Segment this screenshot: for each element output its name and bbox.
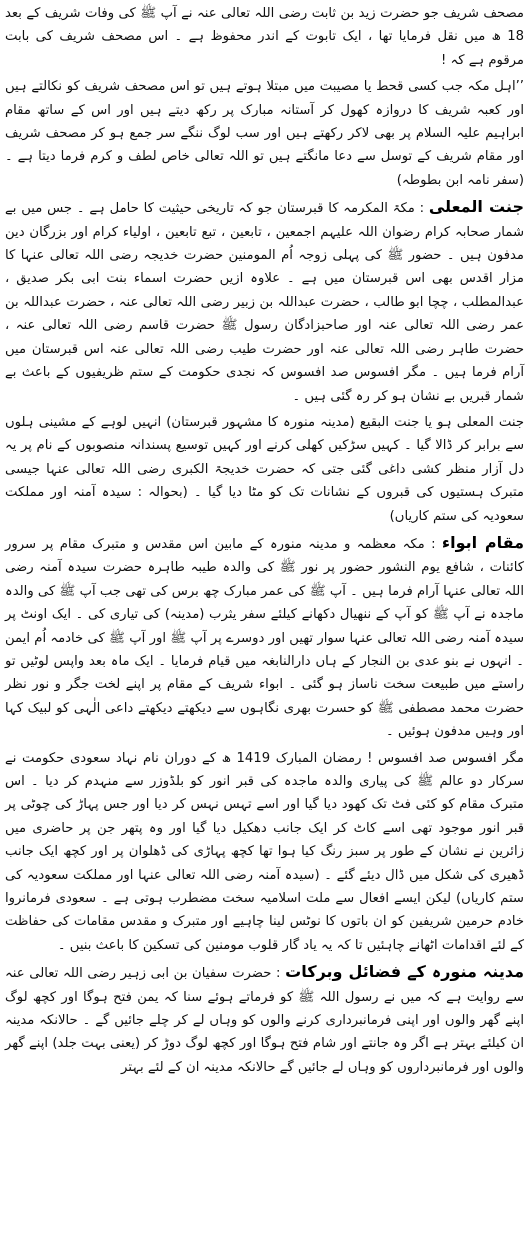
paragraph-jannat-al-baqi: [5, 411, 524, 528]
section-jannat-al-mualla: [5, 195, 524, 408]
paragraph-text: مگر افسوس صد افسوس ! رمضان المبارک 1419 ھ کے دوران نام نہاد سعودی حکومت نے سرکار دو عالم ﷺ کی پیاری والدہ ماجدہ کی قبر انور کو بلڈوزر سے منہدم کر دیا ۔ اس متبرک مقام کو کئی فٹ تک کھود دیا گیا اور اسے تہس نہس کر دیا اور جس پہاڑ کی چوٹی پر قبر انور موجود تھی اسے کاٹ کر ایک جانب دھکیل دیا گیا اور وہ پتھر جن پر حاضری میں زائرین نے نشان کے طور پر سبز رنگ کیا ہوا تھا کچھ پہاڑی کی ڈھلوان پر اور کچھ ایک جانب ڈھیری کی شکل میں ڈال دیئے گئے ۔ (سیدہ آمنہ رضی اللہ تعالی عنہا اور مملکت سعودیہ کی ستم کاریاں) لیکن ایسے افعال سے ملت اسلامیہ سخت مضطرب ہوتی ہے ۔ سعودی فرمانروا خادم حرمین شریفین کو ان باتوں کا نوٹس لینا چاہیے اور متبرک و مقدس مقامات کی حفاظت کے لئے اقدامات اٹھانے چاہئیں تا کہ یہ یاد گار قلوب مومنین کی تسکین کا باعث بنیں ۔: [5, 750, 524, 953]
paragraph-text: : حضرت سفیان بن ابی زہیر رضی اللہ تعالی عنہ سے روایت ہے کہ میں نے رسول اللہ ﷺ کو فرماتے ہوئے سنا کہ یمن فتح ہوگا اور کچھ لوگ اپنے گھر والوں اور اپنی فرمانبرداری کرنے والوں کو وہاں لے کر چلے جائیں گے ۔ حالانکہ مدینہ ان کیلئے بہتر ہے اگر وہ جانتے اور شام فتح ہوگا اور کچھ لوگ دوڑ کر (یعنی بہت جلد) اپنے گھر والوں اور فرمانبرداروں کو وہاں لے جائیں گے حالانکہ مدینہ ان کے لئے بہتر: [5, 966, 524, 1075]
section-madina-virtues: [5, 960, 524, 1079]
paragraph-mushaf-history: [5, 2, 524, 72]
paragraph-text: ’’اہل مکہ جب کسی قحط یا مصیبت میں مبتلا ہوتے ہیں تو اس مصحف شریف کو نکالتے ہیں اور کعبہ شریف کا دروازہ کھول کر آستانہ مبارک پر رکھ دیتے ہیں اور اس کے ساتھ مقام ابراہیم علیہ السلام پر بھی لاکر رکھتے ہیں اور سب لوگ ننگے سر جمع ہو کر مصحف شریف اور مقام شریف کے توسل سے دعا مانگتے ہیں تو اللہ تعالی خاص لطف و کرم فرما دیتا ہے ۔ (سفر نامہ ابن بطوطہ): [5, 79, 524, 188]
section-heading: مقام ابواء: [441, 532, 525, 552]
section-maqam-abwa: [5, 531, 524, 744]
paragraph-text: : مکہ معظمہ و مدینہ منورہ کے مابین اس مقدس و متبرک مقام پر سرور کائنات ، شافع یوم النشور حضور پر نور ﷺ کی والدہ طیبہ طاہرہ حضرت سیدہ آمنہ رضی اللہ تعالی عنہا آرام فرما ہیں ۔ آپ ﷺ کی عمر مبارک چھ برس کی تھی جب آپ ﷺ کی والدہ ماجدہ نے آپ ﷺ کو آپ کے ننھیال دکھانے کیلئے سفر یثرب (مدینہ) کی تیاری کی ۔ ایک اونٹ پر سیدہ آمنہ رضی اللہ تعالی عنہا سوار تھیں اور دوسرے پر آپ ﷺ اور آپ ﷺ کی خادمہ اُم ایمن ۔ انہوں نے بنو عدی بن النجار کے ہاں دارالنابغہ میں قیام فرمایا ۔ ایک ماہ بعد واپس لوٹیں تو راستے میں طبیعت سخت ناساز ہو گئی ۔ ابواء شریف کے مقام پر اپنے لخت جگر و نور نظر حضرت محمد مصطفی ﷺ کو حسرت بھری نگاہوں سے دیکھتے دیکھتے داعی الٰہی کو لبیک کہا اور وہیں مدفون ہوئیں ۔: [5, 536, 524, 740]
section-heading: مدینہ منورہ کے فضائل وبرکات: [285, 962, 524, 982]
paragraph-ibn-battuta-quote: [5, 75, 524, 192]
paragraph-demolition: [5, 747, 524, 958]
paragraph-text: مصحف شریف جو حضرت زید بن ثابت رضی اللہ تعالی عنہ نے آپ ﷺ کی وفات شریف کے بعد 18 ھ میں نقل فرمایا تھا ، ایک تابوت کے اندر محفوظ ہے ۔ اس مصحف شریف کی بابت مرقوم ہے کہ !: [5, 6, 524, 68]
paragraph-text: جنت المعلی ہو یا جنت البقیع (مدینہ منورہ کا مشہور قبرستان) انہیں لوہے کے مشینی ہلوں سے برابر کر ڈالا گیا ۔ کہیں سڑکیں کھلی کرنے اور کہیں توسیع پسندانہ منصوبوں کے نام پر یہ دل آزار منظر کشی داغی گئی جتی کہ حضرت خدیجۃ الکبری رضی اللہ تعالی عنہا جیسی متبرک ہستیوں کی قبروں کے نشانات تک کو مٹا دیا گیا ۔ (بحوالہ : سیدہ آمنہ اور مملکت سعودیہ کی ستم کاریاں): [5, 414, 524, 524]
paragraph-text: : مکۃ المکرمہ کا قبرستان جو کہ تاریخی حیثیت کا حامل ہے ۔ جس میں بے شمار صحابہ کرام رضوان اللہ علیہم اجمعین ، تابعین ، تبع تابعین ، اولیاء کرام اور بزرگان دین مدفون ہیں ۔ حضور ﷺ کی پہلی زوجہ اُم المومنین حضرت خدیجہ رضی اللہ تعالی عنہا کا مزار اقدس بھی اس قبرستان میں ہے ۔ علاوہ ازیں حضرت اسماء بنت ابی بکر صدیق ، عبدالمطلب ، چچا ابو طالب ، حضرت عبداللہ بن زبیر رضی اللہ تعالی عنہ ، حضرت عبداللہ بن عمر رضی اللہ تعالی عنہ اور صاحبزادگان رسول ﷺ حضرت قاسم رضی اللہ تعالی عنہ ، حضرت طاہر رضی اللہ تعالی عنہ اور حضرت طیب رضی اللہ تعالی عنہ اس قبرستان میں آرام فرما ہیں ۔ مگر افسوس صد افسوس کہ نجدی حکومت کے ستم ظریفیوں کے باعث بے شمار قبریں بے نشان ہو کر رہ گئی ہیں ۔: [5, 201, 524, 404]
section-heading: جنت المعلی: [428, 197, 524, 217]
